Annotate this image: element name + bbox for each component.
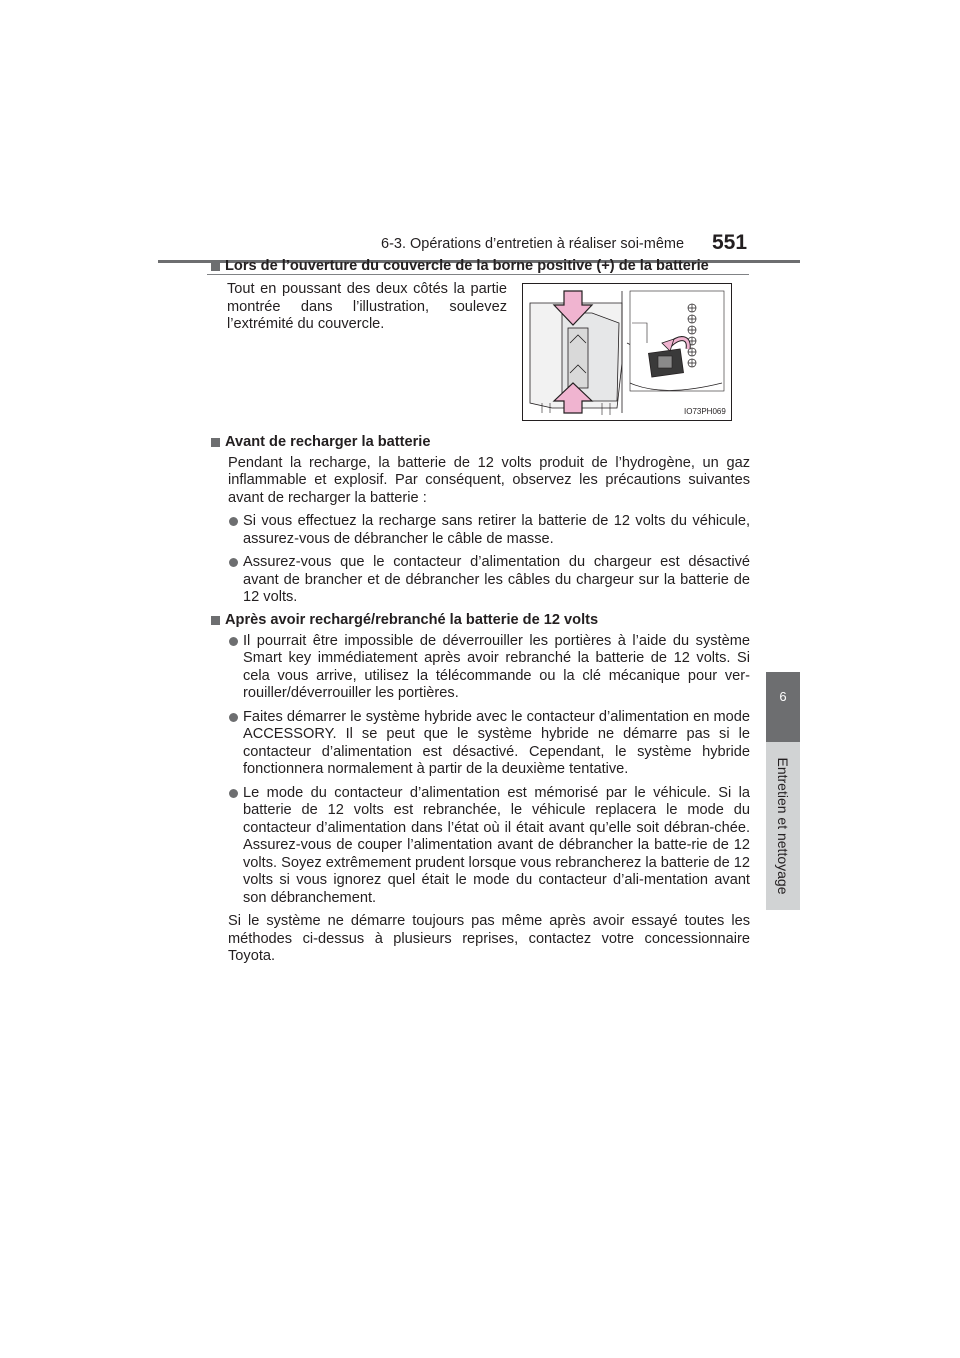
list-item [228, 513, 750, 548]
chapter-label: Entretien et nettoyage [775, 757, 791, 895]
section-heading [210, 434, 750, 452]
round-bullet-icon [229, 517, 238, 526]
list-item [228, 554, 750, 607]
list-item [228, 785, 750, 908]
list-item-text: Assurez-vous que le contacteur d’alimentation du chargeur est désactivé avant de brancher et de débrancher les câbles du chargeur sur la batterie de 12 volts. [243, 554, 750, 605]
round-bullet-icon [229, 789, 238, 798]
battery-cover-diagram [522, 283, 732, 421]
header-section-title: 6-3. Opérations d’entretien à réaliser soi-même [381, 236, 685, 252]
section-3 [210, 612, 750, 966]
section-1-text: Tout en poussant des deux côtés la partie montrée dans l’illustration, soulevez l’extrémité du couvercle. [227, 281, 507, 332]
chapter-number: 6 [779, 689, 787, 704]
list-item-text: Si vous effectuez la recharge sans retirer la batterie de 12 volts du véhicule, assurez-vous de débrancher le câble de masse. [243, 513, 750, 547]
square-bullet-icon [211, 262, 220, 271]
square-bullet-icon [211, 438, 220, 447]
section-2 [210, 434, 750, 607]
round-bullet-icon [229, 637, 238, 646]
section-heading-text: Après avoir rechargé/rebranché la batterie de 12 volts [225, 612, 599, 628]
list-item [228, 709, 750, 779]
section-1 [210, 258, 750, 276]
round-bullet-icon [229, 558, 238, 567]
section-heading [210, 612, 750, 630]
page-number: 551 [712, 231, 748, 254]
list-item [228, 633, 750, 703]
list-item-text: Le mode du contacteur d’alimentation est mémorisé par le véhicule. Si la batterie de 12 volts est rebranchée, le véhicule replacera le mode du contacteur d’alimentation dans l’état où il était avant qu’elle soit débran-chée. Assurez-vous de couper l’alimentation avant de débrancher la batte-rie de 12 volts. Soyez extrêmement prudent lorsque vous rebrancherez la batterie de 12 volts si vous ignorez quel était le mode du contacteur d’ali-mentation avant son débranchement. [243, 784, 751, 906]
round-bullet-icon [229, 713, 238, 722]
closing-paragraph: Si le système ne démarre toujours pas même après avoir essayé toutes les méthodes ci-dessus à plusieurs reprises, contactez votre concessionnaire Toyota. [228, 913, 750, 964]
section-heading-text: Lors de l’ouverture du couvercle de la borne positive (+) de la batterie [225, 258, 709, 274]
list-item-text: Faites démarrer le système hybride avec le contacteur d’alimentation en mode ACCESSORY. Il se peut que le système hybride ne démarre pas si le contacteur d’alimentation est désactivé. Cependant, le système hybride fonctionnera normalement à partir de la deuxième tentative. [243, 708, 750, 777]
section-heading [210, 258, 750, 276]
list-item-text: Il pourrait être impossible de déverrouiller les portières à l’aide du système Smart key immédiatement après avoir rebranché la batterie de 12 volts. Si cela vous arrive, utilisez la télécommande ou la clé mécanique pour ver-rouiller/déverrouiller les portières. [243, 632, 750, 701]
battery-terminal-illustration [522, 283, 732, 421]
square-bullet-icon [211, 616, 220, 625]
chapter-tab [766, 672, 800, 742]
section-heading-text: Avant de recharger la batterie [225, 434, 431, 450]
illustration-code: IO73PH069 [684, 407, 726, 416]
section-paragraph: Pendant la recharge, la batterie de 12 volts produit de l’hydrogène, un gaz inflammable et explosif. Par conséquent, observez les précautions suivantes avant de recharger la batterie : [228, 454, 750, 506]
